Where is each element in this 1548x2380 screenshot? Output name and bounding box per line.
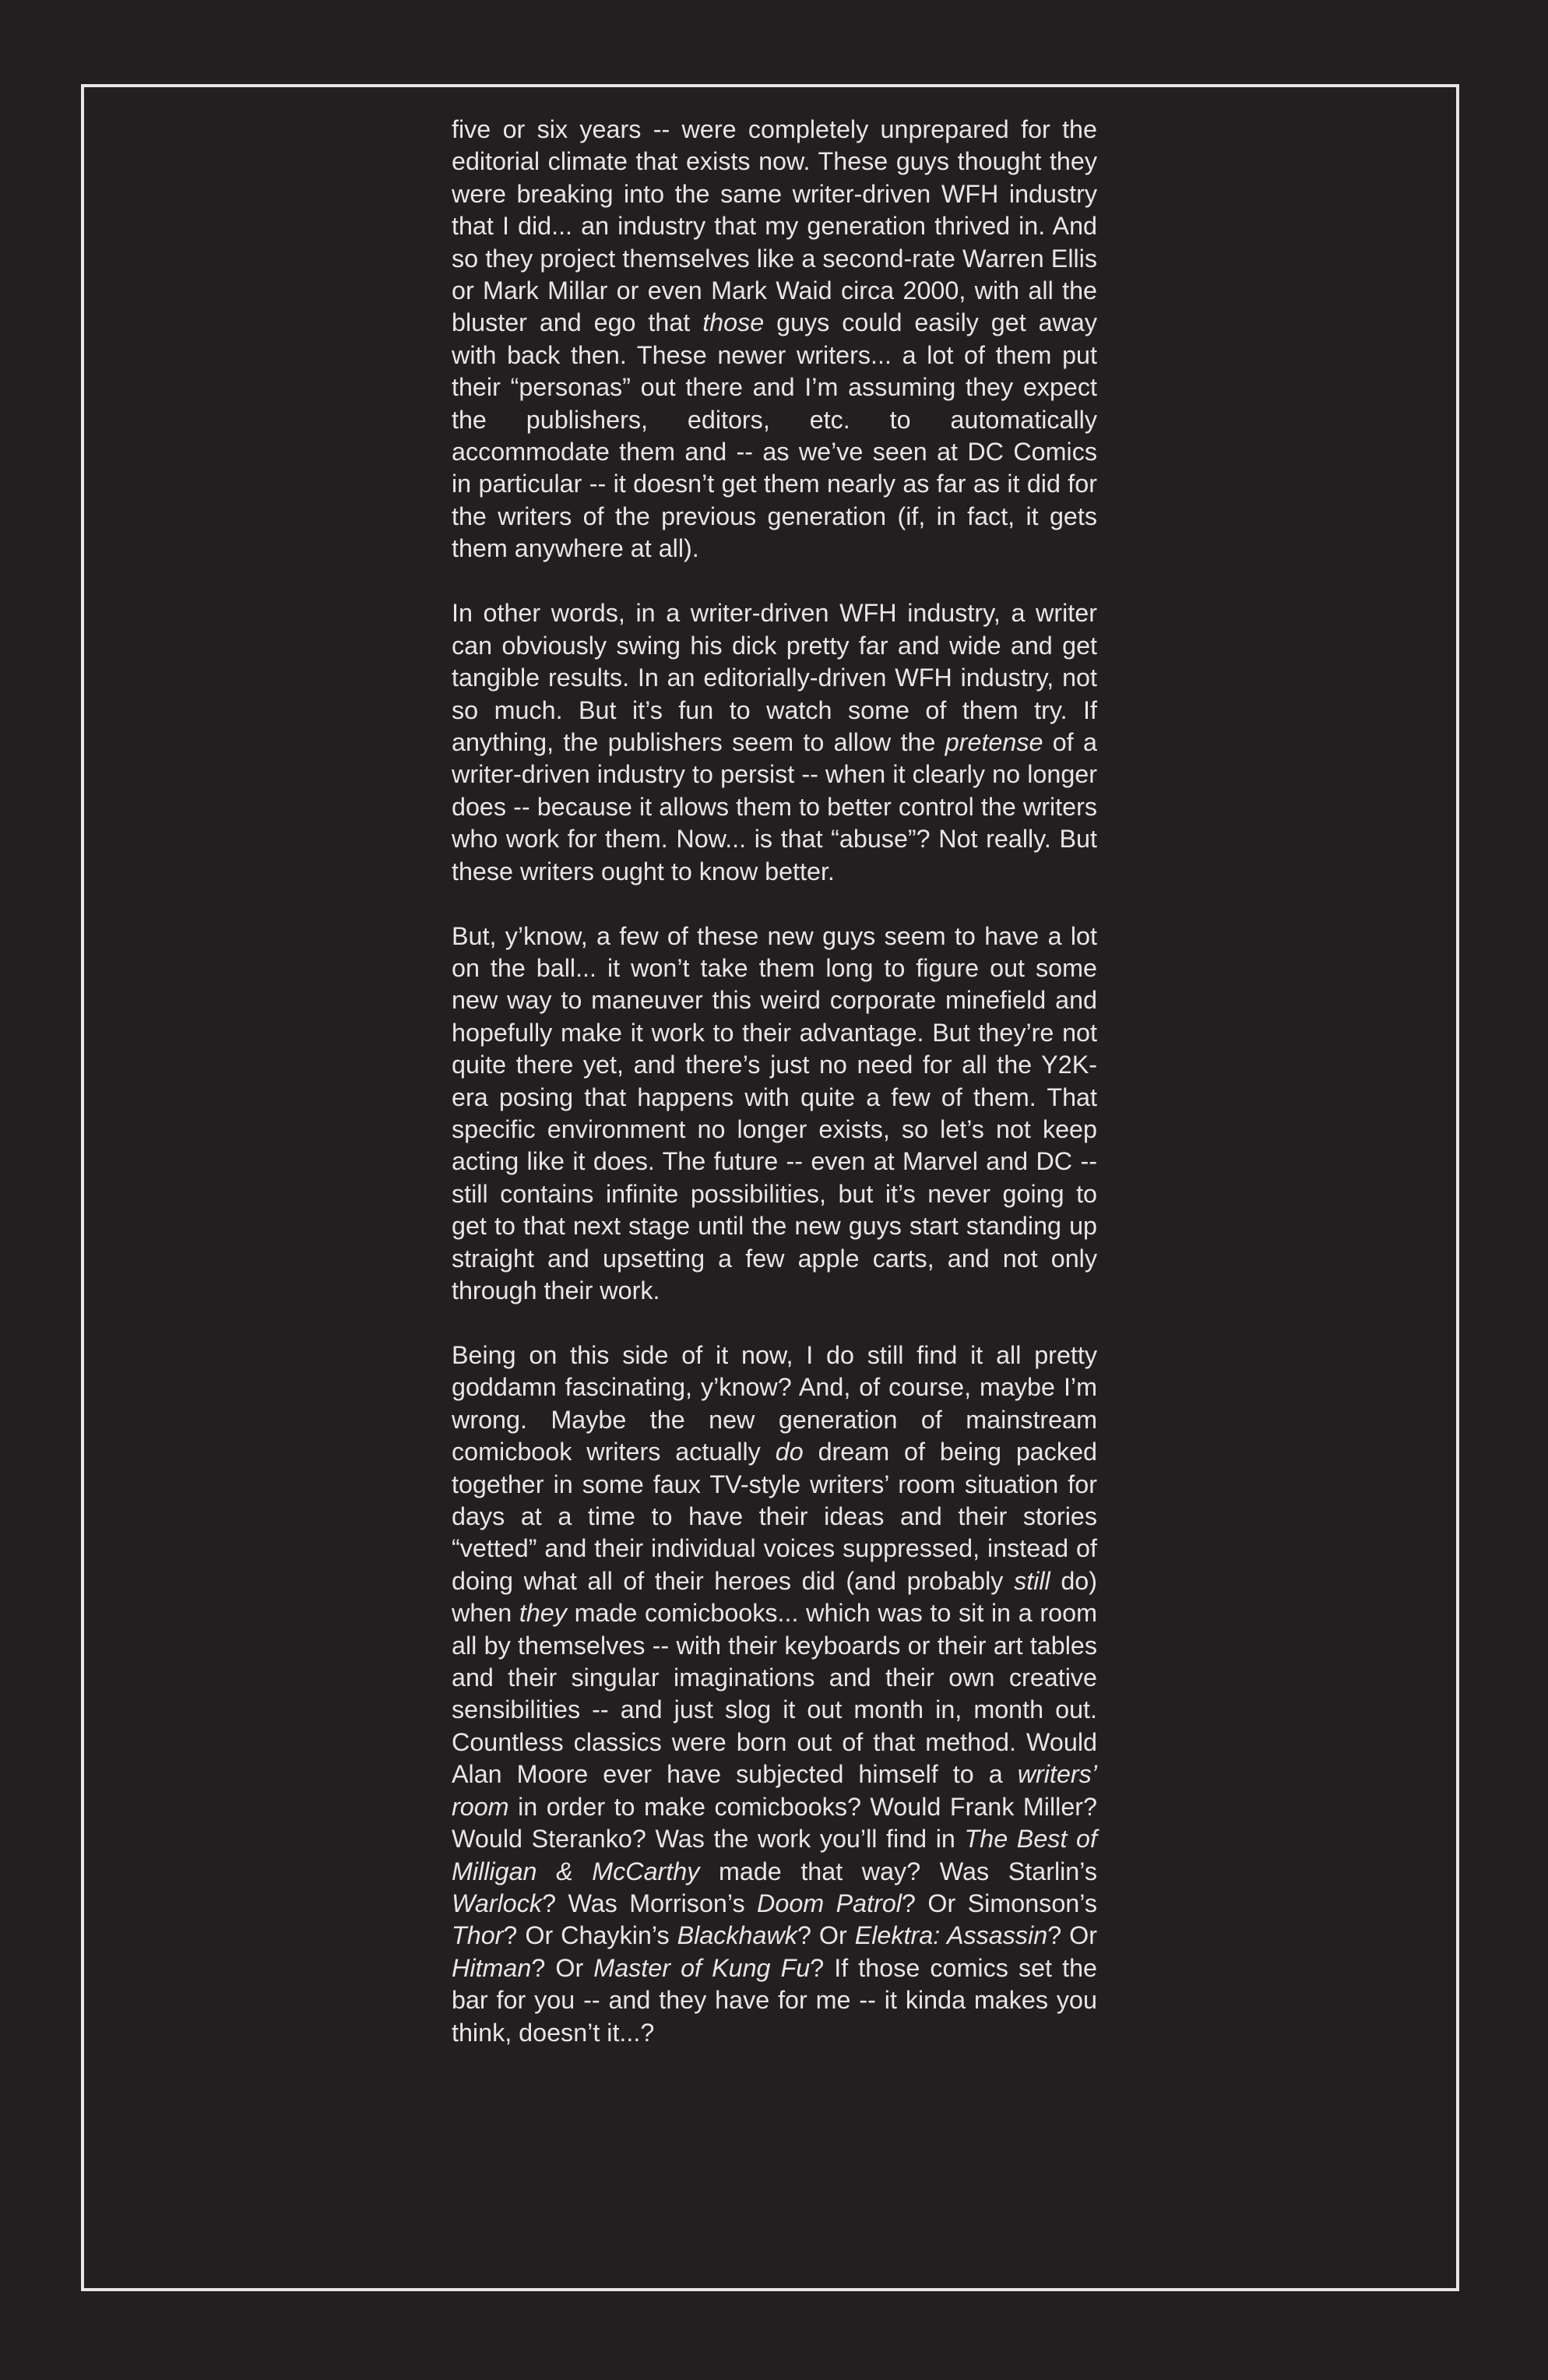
article-text-column	[452, 114, 1097, 2049]
paragraph-1: five or six years -- were completely unprepared for the editorial climate that exists now. These guys thought they were breaking into the same writer-driven WFH industry that I did... an industry that my generation thrived in. And so they project themselves like a second-rate Warren Ellis or Mark Millar or even Mark Waid circa 2000, with all the bluster and ego that those guys could easily get away with back then. These newer writers... a lot of them put their “personas” out there and I’m assuming they expect the publishers, editors, etc. to automatically accommodate them and -- as we’ve seen at DC Comics in particular -- it doesn’t get them nearly as far as it did for the writers of the previous generation (if, in fact, it gets them anywhere at all).	[452, 115, 1097, 563]
paragraph-4: Being on this side of it now, I do still find it all pretty goddamn fascinating, y’know? And, of course, maybe I’m wrong. Maybe the new generation of mainstream comicbook writers actually do dream of being packed together in some faux TV-style writers’ room situation for days at a time to have their ideas and their stories “vetted” and their individual voices suppressed, instead of doing what all of their heroes did (and probably still do) when they made comicbooks... which was to sit in a room all by themselves -- with their keyboards or their art tables and their singular imaginations and their own creative sensibilities -- and just slog it out month in, month out. Countless classics were born out of that method. Would Alan Moore ever have subjected himself to a writers’ room in order to make comicbooks? Would Frank Miller? Would Steranko? Was the work you’ll find in The Best of Milligan & McCarthy made that way? Was Starlin’s Warlock? Was Morrison’s Doom Patrol? Or Simonson’s Thor? Or Chaykin’s Blackhawk? Or Elektra: Assassin? Or Hitman? Or Master of Kung Fu? If those comics set the bar for you -- and they have for me -- it kinda makes you think, doesn’t it...?	[452, 1341, 1098, 2047]
paragraph-3: But, y’know, a few of these new guys seem to have a lot on the ball... it won’t take them long to figure out some new way to maneuver this weird corporate minefield and hopefully make it work to their advantage. But they’re not quite there yet, and there’s just no need for all the Y2K-era posing that happens with quite a few of them. That specific environment no longer exists, so let’s not keep acting like it does. The future -- even at Marvel and DC -- still contains infinite possibilities, but it’s never going to get to that next stage until the new guys start standing up straight and upsetting a few apple carts, and not only through their work.	[452, 921, 1097, 1304]
paragraph-2: In other words, in a writer-driven WFH industry, a writer can obviously swing his dick pretty far and wide and get tangible results. In an editorially-driven WFH industry, not so much. But it’s fun to watch some of them try. If anything, the publishers seem to allow the pretense of a writer-driven industry to persist -- when it clearly no longer does -- because it allows them to better control the writers who work for them. Now... is that “abuse”? Not really. But these writers ought to know better.	[452, 599, 1097, 885]
